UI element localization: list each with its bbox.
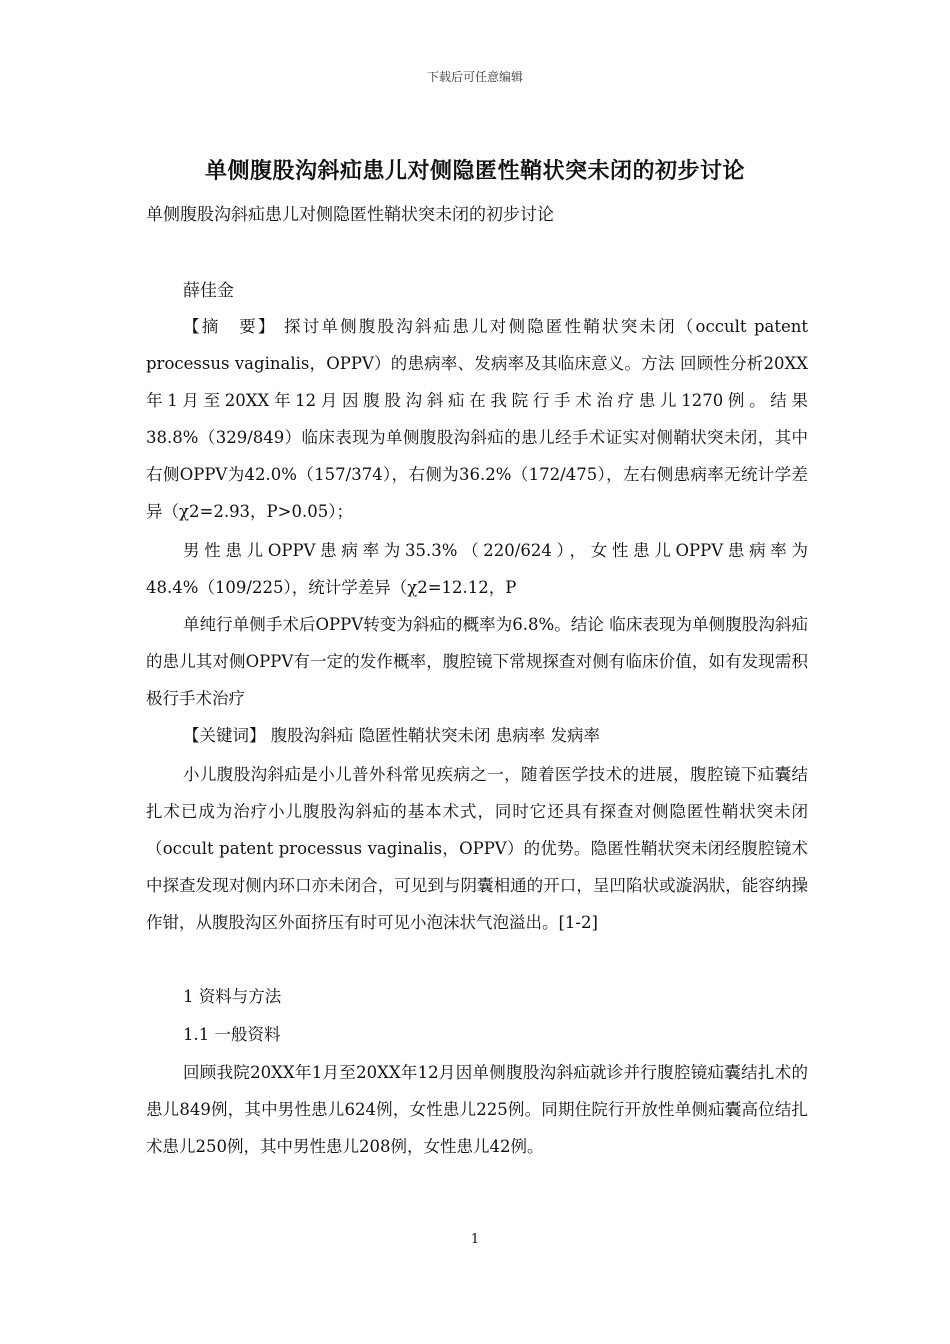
abstract-tag: 【摘 要】 bbox=[183, 317, 277, 336]
document-subtitle: 单侧腹股沟斜疝患儿对侧隐匿性鞘状突未闭的初步讨论 bbox=[146, 205, 554, 225]
header-note: 下载后可任意编辑 bbox=[426, 70, 523, 84]
keywords-tag: 【关键词】 bbox=[183, 726, 266, 745]
author-name: 薛佳金 bbox=[183, 281, 234, 301]
section-heading-1: 1 资料与方法 bbox=[183, 987, 282, 1006]
abstract-text: 探讨单侧腹股沟斜疝患儿对侧隐匿性鞘状突未闭（occult patent processus vaginalis，OPPV）的患病率、发病率及其临床意义。方法 回顾性分析20XX年1月至20XX年12月因腹股沟斜疝在我院行手术治疗患儿1270例。结果 38.8%（329/849）临床表现为单侧腹股沟斜疝的患儿经手术证实对侧鞘状突未闭，其中右侧OPPV为42.0%（157/374），右侧为36.2%（172/475），左右侧患病率无统计学差异（χ2=2.93，P>0.05）； bbox=[146, 317, 809, 521]
section-heading-1-1: 1.1 一般资料 bbox=[183, 1025, 281, 1044]
document-title: 单侧腹股沟斜疝患儿对侧隐匿性鞘状突未闭的初步讨论 bbox=[204, 158, 745, 184]
gender-results-paragraph: 男性患儿OPPV患病率为35.3%（220/624），女性患儿OPPV患病率为48.4%（109/225），统计学差异（χ2=12.12，P bbox=[146, 541, 808, 597]
keywords-text: 腹股沟斜疝 隐匿性鞘状突未闭 患病率 发病率 bbox=[265, 726, 600, 745]
conclusion-paragraph: 单纯行单侧手术后OPPV转变为斜疝的概率为6.8%。结论 临床表现为单侧腹股沟斜疝的患儿其对侧OPPV有一定的发作概率，腹腔镜下常规探查对侧有临床价值，如有发现需积极行手术治疗 bbox=[146, 615, 808, 708]
general-data-paragraph: 回顾我院20XX年1月至20XX年12月因单侧腹股沟斜疝就诊并行腹腔镜疝囊结扎术的患儿849例，其中男性患儿624例，女性患儿225例。同期住院行开放性单侧疝囊高位结扎术患儿250例，其中男性患儿208例，女性患儿42例。 bbox=[146, 1063, 808, 1156]
page-number: 1 bbox=[470, 1232, 480, 1247]
intro-paragraph: 小儿腹股沟斜疝是小儿普外科常见疾病之一，随着医学技术的进展，腹腔镜下疝囊结扎术已成为治疗小儿腹股沟斜疝的基本术式，同时它还具有探查对侧隐匿性鞘状突未闭（occult patent processus vaginalis，OPPV）的优势。隐匿性鞘状突未闭经腹腔镜术中探查发现对侧内环口亦未闭合，可见到与阴囊相通的开口，呈凹陷状或漩涡狀，能容纳操作钳，从腹股沟区外面挤压有时可见小泡沫状气泡溢出。[1-2] bbox=[146, 765, 808, 932]
keywords-paragraph bbox=[146, 717, 808, 754]
abstract-paragraph bbox=[146, 308, 808, 530]
